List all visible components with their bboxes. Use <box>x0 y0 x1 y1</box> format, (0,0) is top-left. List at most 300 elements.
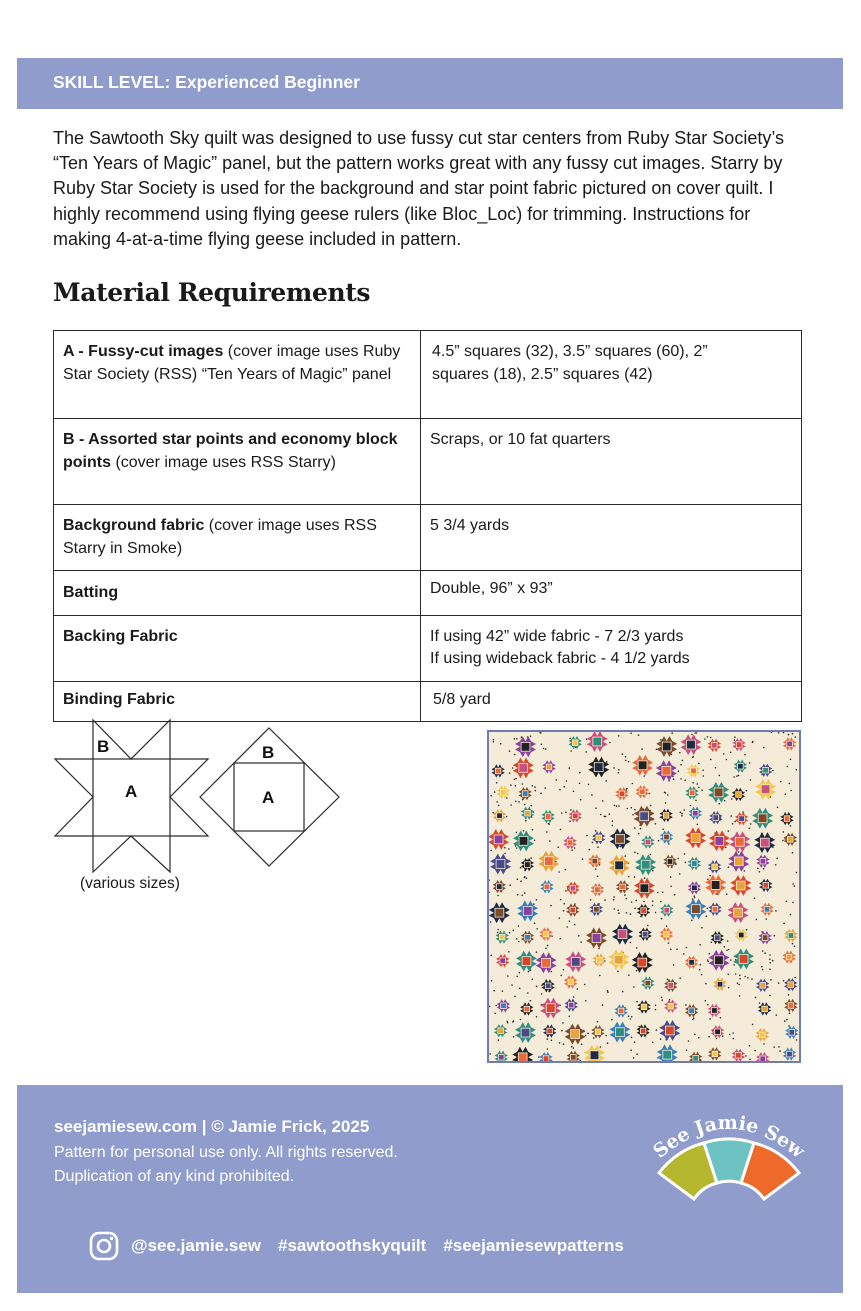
quilt-speckle <box>783 923 785 925</box>
quilt-speckle <box>507 1022 509 1024</box>
material-name: A - Fussy-cut images <box>63 343 224 360</box>
quilt-speckle <box>626 912 628 914</box>
quilt-speckle <box>786 901 788 903</box>
quilt-speckle <box>703 775 705 777</box>
quilt-speckle <box>652 870 654 872</box>
material-name: Binding Fabric <box>63 690 175 708</box>
quilt-speckle <box>761 966 763 968</box>
quilt-speckle <box>606 780 608 782</box>
material-amount-cell <box>421 505 802 571</box>
quilt-speckle <box>624 894 626 896</box>
quilt-speckle <box>520 1019 522 1021</box>
quilt-speckle <box>516 847 518 849</box>
quilt-speckle <box>516 938 518 940</box>
material-requirements-title: Material Requirements <box>53 278 371 307</box>
quilt-speckle <box>735 973 737 975</box>
quilt-speckle <box>561 812 563 814</box>
quilt-speckle <box>545 748 547 750</box>
quilt-speckle <box>665 792 667 794</box>
quilt-speckle <box>500 743 502 745</box>
quilt-speckle <box>571 1046 573 1048</box>
quilt-speckle <box>634 809 636 811</box>
materials-table <box>53 330 802 722</box>
quilt-speckle <box>779 1050 781 1052</box>
quilt-speckle <box>578 935 580 937</box>
quilt-speckle <box>719 803 721 805</box>
hashtag-sawtoothskyquilt[interactable]: #sawtoothskyquilt <box>278 1236 427 1255</box>
quilt-speckle <box>778 732 780 734</box>
quilt-speckle <box>525 820 527 822</box>
quilt-speckle <box>667 979 669 981</box>
quilt-speckle <box>709 875 711 877</box>
quilt-speckle <box>693 1017 695 1019</box>
quilt-speckle <box>683 953 685 955</box>
quilt-speckle <box>573 791 575 793</box>
quilt-speckle <box>674 894 676 896</box>
material-amount: Scraps, or 10 fat quarters <box>430 431 611 448</box>
quilt-speckle <box>536 928 538 930</box>
quilt-speckle <box>790 825 792 827</box>
quilt-speckle <box>747 977 749 979</box>
quilt-speckle <box>707 1004 709 1006</box>
quilt-speckle <box>794 885 796 887</box>
quilt-speckle <box>628 1015 630 1017</box>
quilt-speckle <box>630 732 632 734</box>
quilt-speckle <box>750 823 752 825</box>
quilt-speckle <box>765 918 767 920</box>
quilt-speckle <box>597 876 599 878</box>
quilt-speckle <box>643 775 645 777</box>
quilt-speckle <box>530 735 532 737</box>
quilt-speckle <box>618 735 620 737</box>
quilt-speckle <box>709 953 711 955</box>
quilt-speckle <box>744 870 746 872</box>
quilt-speckle <box>706 915 708 917</box>
quilt-speckle <box>563 786 565 788</box>
quilt-speckle <box>625 756 627 758</box>
quilt-speckle <box>756 919 758 921</box>
quilt-speckle <box>738 775 740 777</box>
material-amount-cell <box>421 615 802 681</box>
quilt-speckle <box>783 831 785 833</box>
quilt-speckle <box>490 850 492 852</box>
quilt-speckle <box>532 979 534 981</box>
quilt-speckle <box>625 760 627 762</box>
quilt-speckle <box>726 949 728 951</box>
quilt-speckle <box>580 799 582 801</box>
quilt-speckle <box>563 969 565 971</box>
quilt-speckle <box>727 940 729 942</box>
quilt-speckle <box>557 846 559 848</box>
quilt-speckle <box>657 892 659 894</box>
quilt-speckle <box>630 942 632 944</box>
quilt-speckle <box>698 1037 700 1039</box>
quilt-speckle <box>770 979 772 981</box>
quilt-speckle <box>622 991 624 993</box>
quilt-speckle <box>792 852 794 854</box>
quilt-speckle <box>698 787 700 789</box>
quilt-speckle <box>506 797 508 799</box>
quilt-speckle <box>563 903 565 905</box>
quilt-speckle <box>586 835 588 837</box>
quilt-speckle <box>790 790 792 792</box>
material-amount-cell <box>421 419 802 505</box>
quilt-speckle <box>752 1024 754 1026</box>
quilt-speckle <box>490 955 492 957</box>
quilt-speckle <box>493 741 495 743</box>
quilt-speckle <box>634 851 636 853</box>
quilt-speckle <box>685 862 687 864</box>
quilt-speckle <box>496 801 498 803</box>
hashtag-seejamiesewpatterns[interactable]: #seejamiesewpatterns <box>443 1236 624 1255</box>
quilt-speckle <box>508 848 510 850</box>
instagram-handle[interactable]: @see.jamie.sew <box>131 1236 261 1255</box>
quilt-speckle <box>561 1030 563 1032</box>
quilt-speckle <box>579 783 581 785</box>
table-row <box>54 615 802 681</box>
quilt-speckle <box>630 913 632 915</box>
quilt-speckle <box>650 805 652 807</box>
quilt-speckle <box>728 830 730 832</box>
quilt-speckle <box>585 1000 587 1002</box>
quilt-speckle <box>566 780 568 782</box>
quilt-illustration <box>489 732 799 1061</box>
quilt-speckle <box>668 942 670 944</box>
table-row <box>54 505 802 571</box>
quilt-speckle <box>709 1018 711 1020</box>
quilt-speckle <box>517 894 519 896</box>
quilt-speckle <box>789 783 791 785</box>
quilt-speckle <box>707 961 709 963</box>
quilt-speckle <box>520 880 522 882</box>
quilt-speckle <box>496 782 498 784</box>
quilt-speckle <box>685 1004 687 1006</box>
material-name-cell <box>54 615 421 681</box>
quilt-speckle <box>569 920 571 922</box>
quilt-speckle <box>517 878 519 880</box>
quilt-speckle <box>516 976 518 978</box>
quilt-speckle <box>509 932 511 934</box>
quilt-speckle <box>772 960 774 962</box>
quilt-speckle <box>738 984 740 986</box>
quilt-speckle <box>640 828 642 830</box>
quilt-speckle <box>637 853 639 855</box>
quilt-speckle <box>772 770 774 772</box>
quilt-speckle <box>609 813 611 815</box>
quilt-speckle <box>665 802 667 804</box>
quilt-speckle <box>570 750 572 752</box>
quilt-speckle <box>547 945 549 947</box>
quilt-speckle <box>533 903 535 905</box>
quilt-speckle <box>566 926 568 928</box>
quilt-speckle <box>707 959 709 961</box>
quilt-speckle <box>536 1016 538 1018</box>
quilt-speckle <box>595 868 597 870</box>
quilt-speckle <box>569 767 571 769</box>
quilt-speckle <box>613 896 615 898</box>
quilt-speckle <box>778 982 780 984</box>
quilt-speckle <box>636 1001 638 1003</box>
quilt-speckle <box>609 742 611 744</box>
quilt-speckle <box>612 825 614 827</box>
star-bottom-points <box>93 836 170 872</box>
quilt-speckle <box>655 1009 657 1011</box>
quilt-speckle <box>692 1019 694 1021</box>
material-note: (cover image uses Ruby Star Society (RSS) “Ten Years of Magic” panel <box>63 343 401 383</box>
quilt-speckle <box>490 921 492 923</box>
quilt-speckle <box>628 974 630 976</box>
quilt-speckle <box>682 760 684 762</box>
quilt-speckle <box>606 761 608 763</box>
quilt-speckle <box>605 816 607 818</box>
quilt-speckle <box>565 869 567 871</box>
quilt-speckle <box>680 811 682 813</box>
quilt-speckle <box>502 990 504 992</box>
quilt-speckle <box>694 1034 696 1036</box>
quilt-speckle <box>581 1043 583 1045</box>
quilt-speckle <box>498 1039 500 1041</box>
quilt-speckle <box>618 912 620 914</box>
quilt-speckle <box>726 893 728 895</box>
quilt-speckle <box>569 1016 571 1018</box>
quilt-speckle <box>684 853 686 855</box>
quilt-speckle <box>631 901 633 903</box>
quilt-speckle <box>705 983 707 985</box>
quilt-speckle <box>509 750 511 752</box>
quilt-speckle <box>790 759 792 761</box>
quilt-speckle <box>693 895 695 897</box>
quilt-speckle <box>749 827 751 829</box>
quilt-speckle <box>622 753 624 755</box>
quilt-speckle <box>551 971 553 973</box>
quilt-speckle <box>585 1035 587 1037</box>
quilt-speckle <box>704 738 706 740</box>
quilt-speckle <box>534 786 536 788</box>
quilt-speckle <box>655 912 657 914</box>
social-links <box>89 1231 641 1261</box>
quilt-speckle <box>565 811 567 813</box>
quilt-speckle <box>632 814 634 816</box>
quilt-speckle <box>633 1057 635 1059</box>
quilt-speckle <box>724 946 726 948</box>
quilt-speckle <box>788 734 790 736</box>
quilt-speckle <box>607 1042 609 1044</box>
quilt-speckle <box>530 1000 532 1002</box>
quilt-speckle <box>738 851 740 853</box>
quilt-speckle <box>769 954 771 956</box>
quilt-speckle <box>531 785 533 787</box>
quilt-speckle <box>535 790 537 792</box>
quilt-speckle <box>550 905 552 907</box>
instagram-icon[interactable] <box>89 1231 119 1261</box>
quilt-speckle <box>504 853 506 855</box>
quilt-speckle <box>625 855 627 857</box>
quilt-speckle <box>497 929 499 931</box>
quilt-speckle <box>749 1045 751 1047</box>
quilt-speckle <box>652 905 654 907</box>
quilt-speckle <box>720 1017 722 1019</box>
quilt-speckle <box>543 748 545 750</box>
quilt-speckle <box>671 732 673 734</box>
material-name: B - Assorted star points and economy block points <box>63 431 398 471</box>
quilt-speckle <box>773 1046 775 1048</box>
quilt-speckle <box>734 739 736 741</box>
quilt-speckle <box>508 951 510 953</box>
quilt-speckle <box>633 986 635 988</box>
quilt-speckle <box>526 877 528 879</box>
quilt-speckle <box>688 1040 690 1042</box>
quilt-speckle <box>613 899 615 901</box>
quilt-speckle <box>644 877 646 879</box>
quilt-speckle <box>723 753 725 755</box>
quilt-speckle <box>599 975 601 977</box>
quilt-cover-image <box>487 730 801 1063</box>
quilt-speckle <box>774 935 776 937</box>
quilt-speckle <box>520 867 522 869</box>
quilt-speckle <box>602 1004 604 1006</box>
quilt-speckle <box>730 752 732 754</box>
quilt-speckle <box>522 783 524 785</box>
quilt-speckle <box>534 922 536 924</box>
quilt-speckle <box>661 997 663 999</box>
quilt-speckle <box>579 772 581 774</box>
star-left-points <box>55 759 93 836</box>
material-amount: If using wideback fabric - 4 1/2 yards <box>430 650 690 667</box>
quilt-speckle <box>661 999 663 1001</box>
quilt-speckle <box>630 1049 632 1051</box>
quilt-speckle <box>792 943 794 945</box>
quilt-speckle <box>739 975 741 977</box>
quilt-speckle <box>613 767 615 769</box>
table-row <box>54 419 802 505</box>
quilt-speckle <box>592 842 594 844</box>
footer-band <box>17 1085 843 1293</box>
quilt-speckle <box>636 947 638 949</box>
quilt-speckle <box>744 754 746 756</box>
quilt-speckle <box>585 751 587 753</box>
quilt-speckle <box>541 744 543 746</box>
quilt-speckle <box>560 829 562 831</box>
quilt-speckle <box>695 800 697 802</box>
quilt-speckle <box>792 902 794 904</box>
table-row <box>54 331 802 419</box>
quilt-speckle <box>769 995 771 997</box>
quilt-speckle <box>681 813 683 815</box>
economy-label-a: A <box>262 788 275 807</box>
quilt-speckle <box>570 809 572 811</box>
quilt-speckle <box>670 876 672 878</box>
quilt-speckle <box>759 871 761 873</box>
quilt-speckle <box>582 858 584 860</box>
material-name: Backing Fabric <box>63 627 178 645</box>
quilt-speckle <box>635 900 637 902</box>
material-amount: 5/8 yard <box>433 690 491 708</box>
quilt-speckle <box>618 805 620 807</box>
quilt-speckle <box>512 1021 514 1023</box>
quilt-speckle <box>694 732 696 734</box>
quilt-speckle <box>702 770 704 772</box>
quilt-speckle <box>524 876 526 878</box>
quilt-speckle <box>733 1038 735 1040</box>
quilt-speckle <box>515 801 517 803</box>
quilt-speckle <box>618 769 620 771</box>
quilt-speckle <box>725 847 727 849</box>
quilt-speckle <box>563 910 565 912</box>
quilt-speckle <box>519 972 521 974</box>
quilt-speckle <box>722 1035 724 1037</box>
quilt-speckle <box>626 808 628 810</box>
star-label-b: B <box>97 737 110 756</box>
quilt-speckle <box>558 871 560 873</box>
quilt-speckle <box>628 876 630 878</box>
quilt-speckle <box>796 769 798 771</box>
quilt-speckle <box>573 1047 575 1049</box>
quilt-speckle <box>492 812 494 814</box>
material-amount: Double, 96” x 93” <box>430 580 553 597</box>
quilt-speckle <box>745 1055 747 1057</box>
quilt-speckle <box>757 868 759 870</box>
quilt-speckle <box>666 925 668 927</box>
quilt-speckle <box>710 737 712 739</box>
diagram-caption: (various sizes) <box>80 875 180 892</box>
skill-level-text: SKILL LEVEL: Experienced Beginner <box>53 72 360 92</box>
quilt-speckle <box>769 962 771 964</box>
quilt-speckle <box>785 793 787 795</box>
quilt-speckle <box>711 942 713 944</box>
quilt-speckle <box>746 790 748 792</box>
quilt-speckle <box>749 762 751 764</box>
quilt-speckle <box>673 964 675 966</box>
star-label-a: A <box>125 782 138 801</box>
quilt-speckle <box>708 1036 710 1038</box>
quilt-speckle <box>536 899 538 901</box>
material-amount-cell <box>421 571 802 616</box>
quilt-speckle <box>751 978 753 980</box>
quilt-speckle <box>692 782 694 784</box>
quilt-speckle <box>686 947 688 949</box>
quilt-speckle <box>661 918 663 920</box>
material-amount-cell <box>421 681 802 722</box>
quilt-speckle <box>510 784 512 786</box>
quilt-speckle <box>677 858 679 860</box>
quilt-speckle <box>519 988 521 990</box>
quilt-speckle <box>652 1042 654 1044</box>
quilt-speckle <box>699 944 701 946</box>
usage-notice: Pattern for personal use only. All rights reserved. <box>54 1144 398 1161</box>
quilt-speckle <box>511 984 513 986</box>
quilt-speckle <box>694 897 696 899</box>
quilt-speckle <box>631 807 633 809</box>
quilt-speckle <box>545 787 547 789</box>
quilt-speckle <box>726 759 728 761</box>
quilt-speckle <box>512 767 514 769</box>
quilt-speckle <box>701 789 703 791</box>
quilt-speckle <box>617 909 619 911</box>
quilt-speckle <box>698 763 700 765</box>
quilt-speckle <box>616 805 618 807</box>
quilt-speckle <box>795 736 797 738</box>
quilt-speckle <box>504 847 506 849</box>
quilt-speckle <box>652 900 654 902</box>
quilt-speckle <box>776 1014 778 1016</box>
logo-graphic <box>629 1099 829 1219</box>
quilt-speckle <box>656 1029 658 1031</box>
quilt-speckle <box>733 776 735 778</box>
quilt-speckle <box>705 1000 707 1002</box>
quilt-speckle <box>590 899 592 901</box>
quilt-speckle <box>555 779 557 781</box>
quilt-speckle <box>619 846 621 848</box>
